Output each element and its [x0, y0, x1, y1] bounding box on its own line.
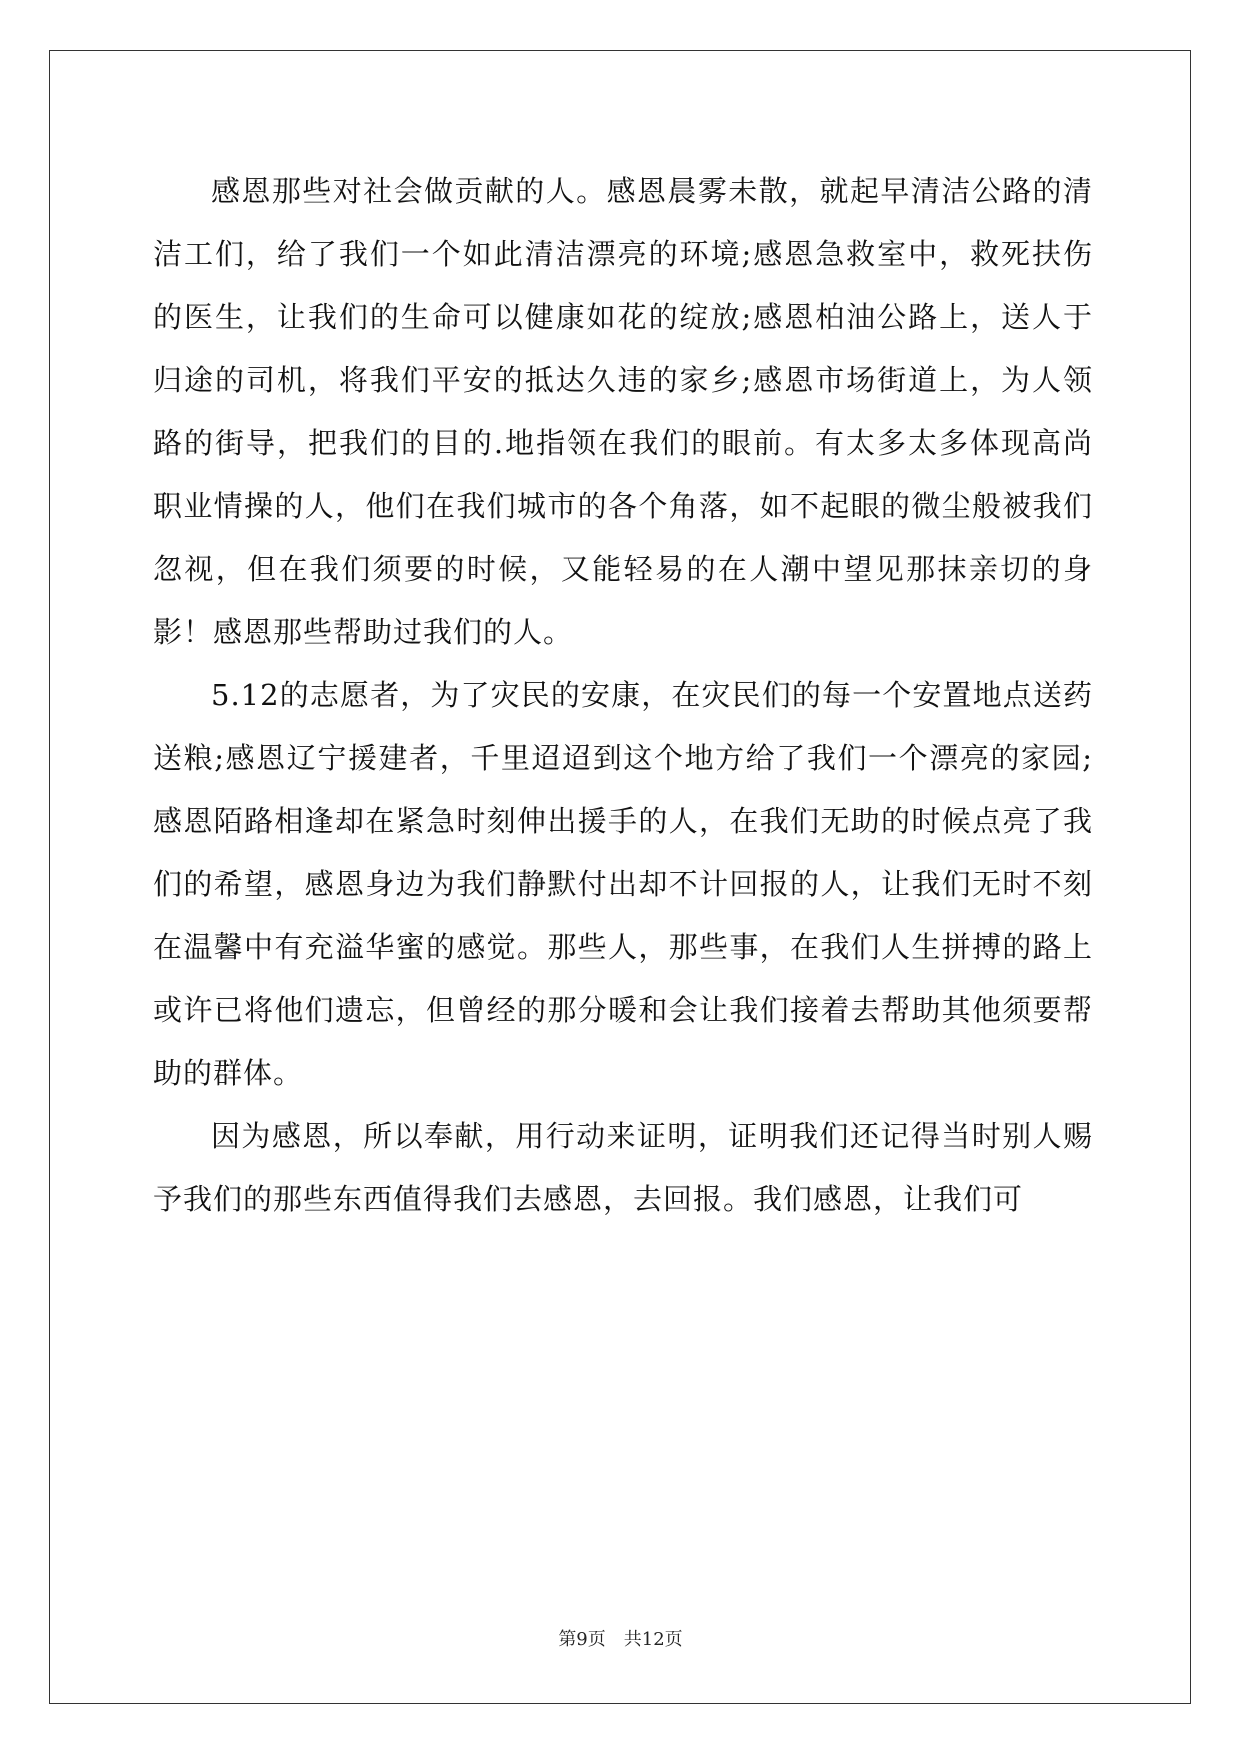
page-total: 共12页 — [623, 1629, 683, 1650]
document-body — [153, 160, 1093, 1231]
paragraph-1: 感恩那些对社会做贡献的人。感恩晨雾未散，就起早清洁公路的清洁工们，给了我们一个如此清洁漂亮的环境;感恩急救室中，救死扶伤的医生，让我们的生命可以健康如花的绽放;感恩柏油公路上，送人于归途的司机，将我们平安的抵达久违的家乡;感恩市场街道上，为人领路的街导，把我们的目的.地指领在我们的眼前。有太多太多体现高尚职业情操的人，他们在我们城市的各个角落，如不起眼的微尘般被我们忽视，但在我们须要的时候，又能轻易的在人潮中望见那抹亲切的身影！感恩那些帮助过我们的人。 — [153, 174, 1093, 649]
paragraph-2: 5.12的志愿者，为了灾民的安康，在灾民们的每一个安置地点送药送粮;感恩辽宁援建者，千里迢迢到这个地方给了我们一个漂亮的家园;感恩陌路相逢却在紧急时刻伸出援手的人，在我们无助的时候点亮了我们的希望，感恩身边为我们静默付出却不计回报的人，让我们无时不刻在温馨中有充溢华蜜的感觉。那些人，那些事，在我们人生拼搏的路上或许已将他们遗忘，但曾经的那分暖和会让我们接着去帮助其他须要帮助的群体。 — [153, 678, 1093, 1090]
paragraph-3: 因为感恩，所以奉献，用行动来证明，证明我们还记得当时别人赐予我们的那些东西值得我们去感恩，去回报。我们感恩，让我们可 — [153, 1119, 1093, 1216]
page-number: 第9页 — [558, 1629, 606, 1650]
page-footer — [0, 1625, 1241, 1651]
